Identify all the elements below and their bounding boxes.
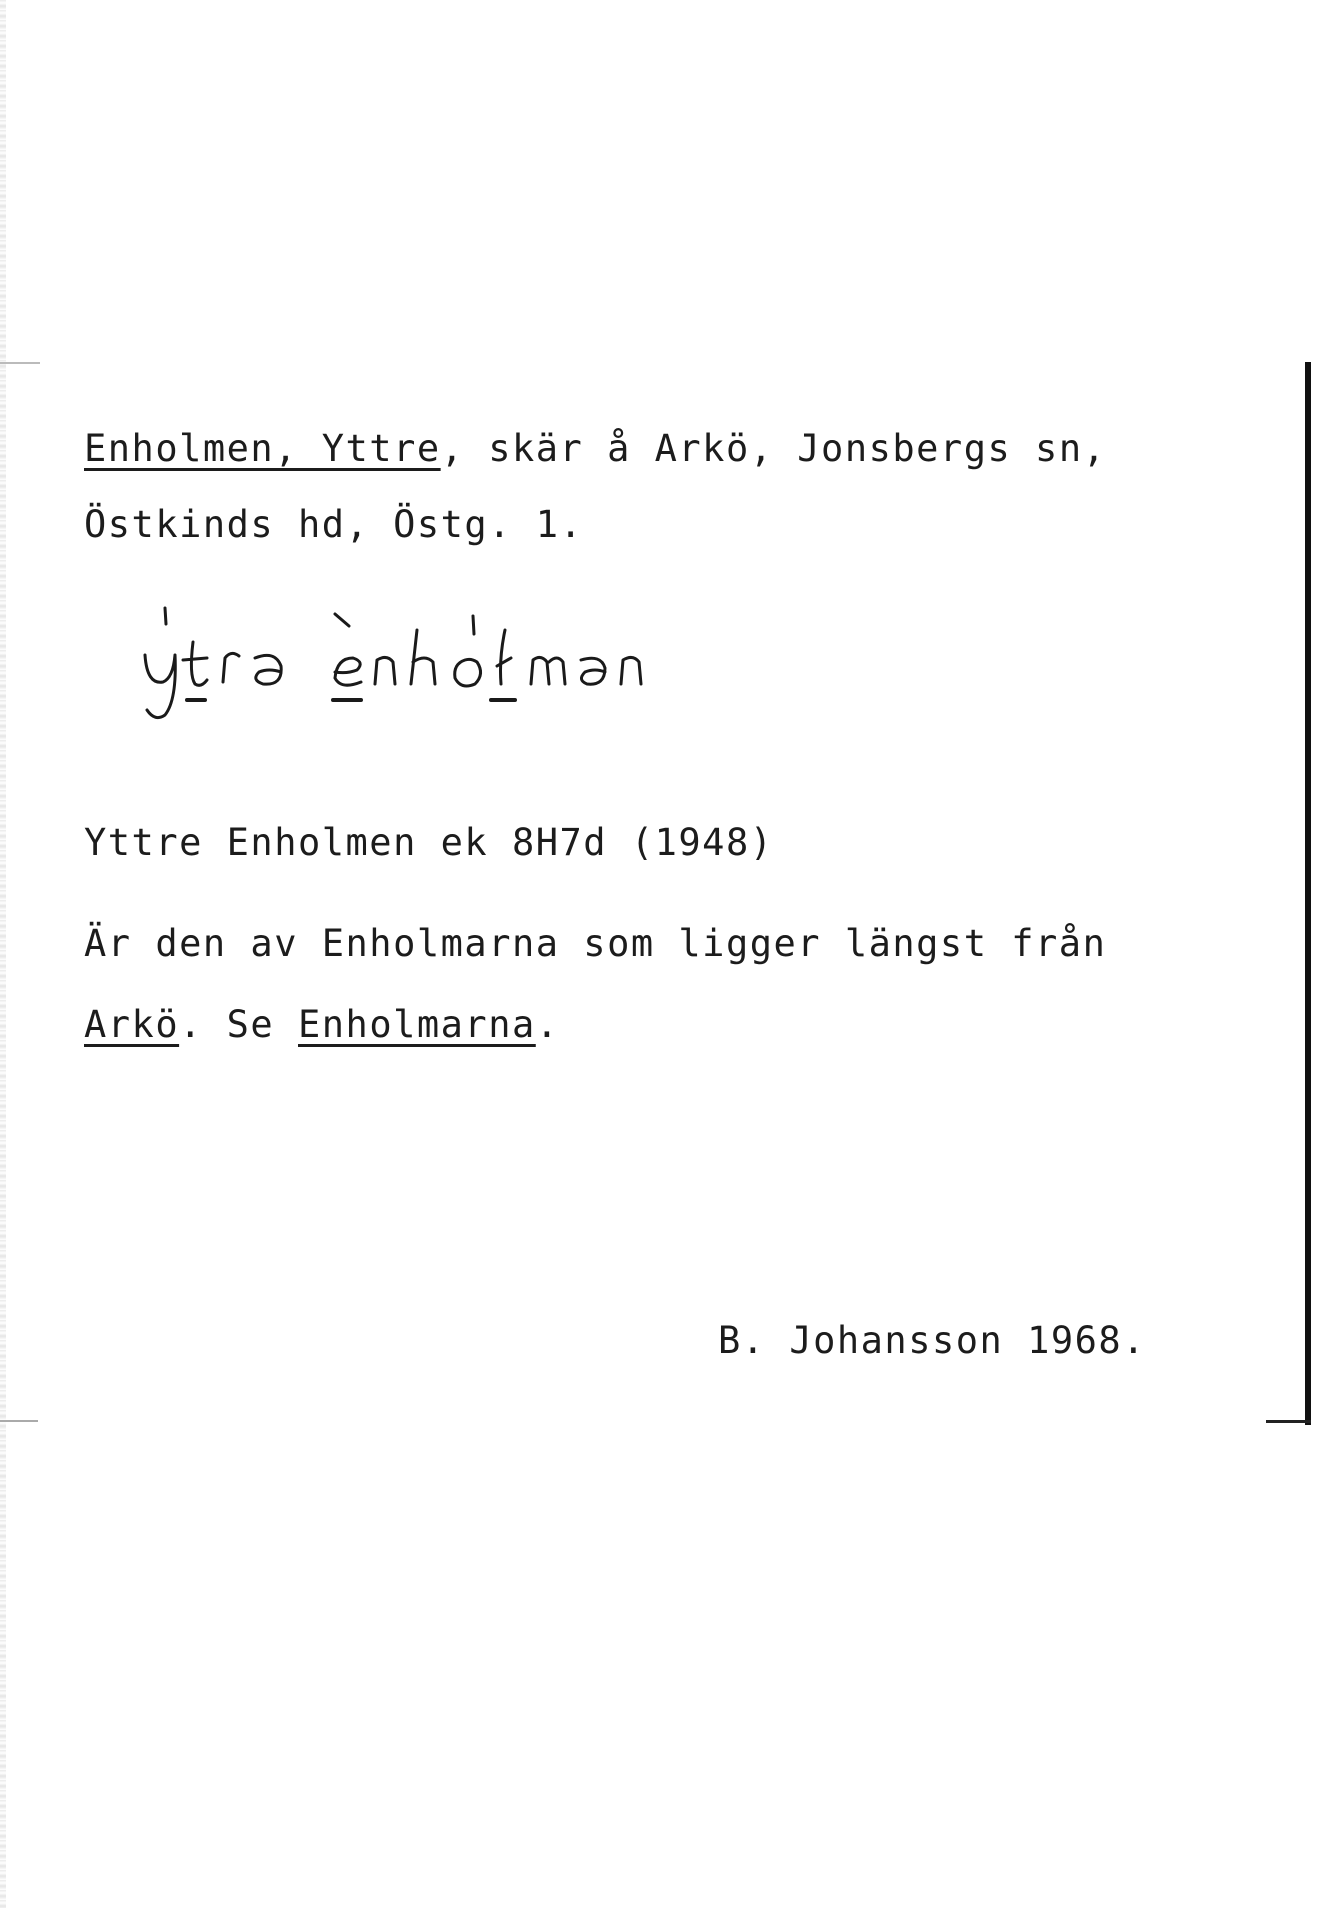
signature: B. Johansson 1968.: [718, 1319, 1146, 1362]
ref-arko: Arkö: [84, 1003, 180, 1046]
period: .: [535, 1003, 560, 1046]
card-edge-top: [0, 362, 40, 364]
handwritten-pronunciation: [135, 600, 735, 730]
card-border-right: [1305, 362, 1311, 1425]
map-reference: Yttre Enholmen ek 8H7d (1948): [84, 821, 774, 864]
card-border-bottom: [1266, 1420, 1311, 1423]
place-description: , skär å Arkö, Jonsbergs sn,: [440, 427, 1107, 470]
heading-line: [84, 427, 1107, 470]
scan-edge: [0, 0, 6, 1908]
ref-enholmarna: Enholmarna: [298, 1003, 536, 1046]
note-line-2: [84, 1003, 560, 1046]
district-line: Östkinds hd, Östg. 1.: [84, 503, 584, 546]
card-edge-bottom: [0, 1420, 38, 1422]
place-name: Enholmen, Yttre: [84, 427, 441, 470]
see-label: . Se: [179, 1003, 298, 1046]
note-line-1: Är den av Enholmarna som ligger längst från: [84, 922, 1107, 965]
